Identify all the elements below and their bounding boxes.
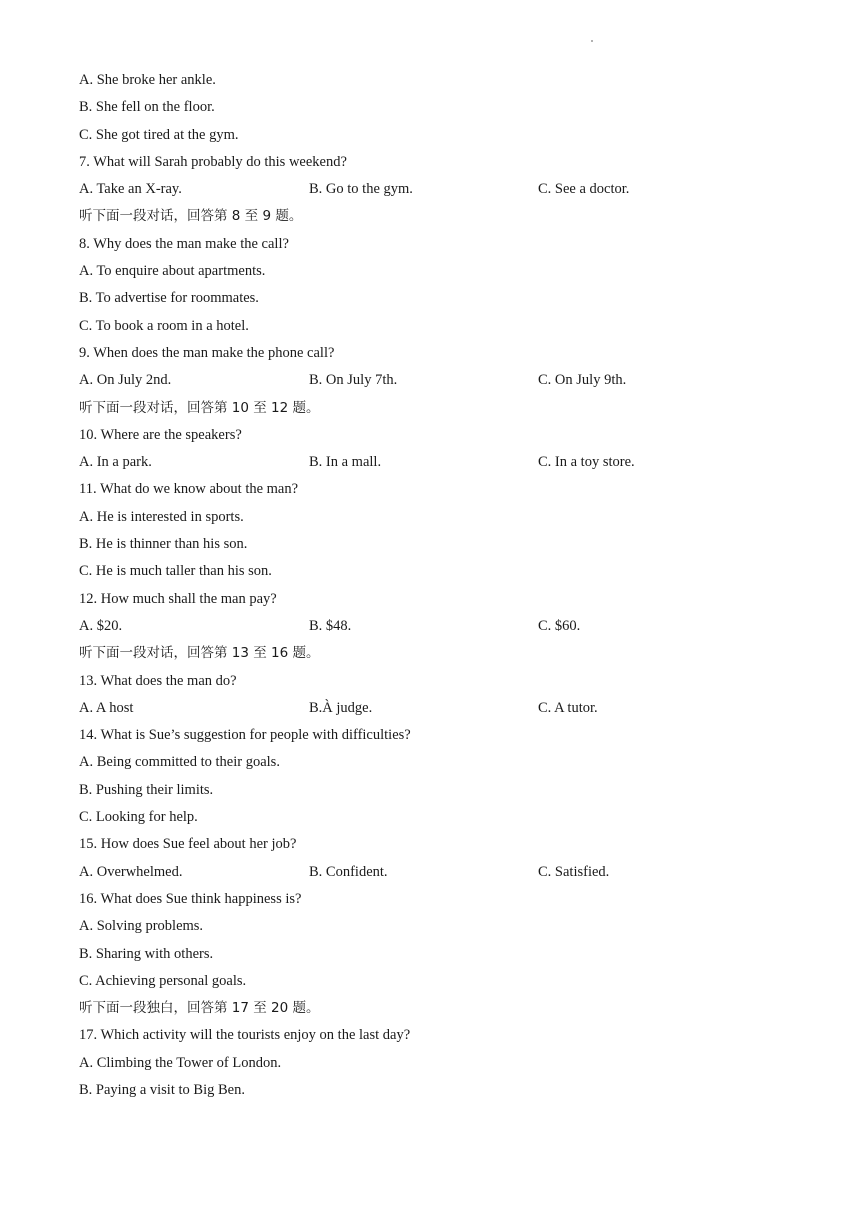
question-text: 11. What do we know about the man? bbox=[79, 481, 299, 498]
section-instruction: 听下面一段对话，回答第 8 至 9 题。 bbox=[79, 208, 303, 225]
answer-option: B. Pushing their limits. bbox=[79, 781, 214, 798]
answer-option: B. Paying a visit to Big Ben. bbox=[79, 1081, 245, 1098]
section-instruction: 听下面一段对话，回答第 13 至 16 题。 bbox=[79, 645, 320, 662]
answer-option: B. Sharing with others. bbox=[79, 945, 214, 962]
option-b: B.À judge. bbox=[309, 699, 373, 716]
answer-option: C. To book a room in a hotel. bbox=[79, 317, 249, 334]
question-text: 12. How much shall the man pay? bbox=[79, 590, 277, 607]
answer-option: B. He is thinner than his son. bbox=[79, 536, 248, 553]
answer-option: C. He is much taller than his son. bbox=[79, 563, 272, 580]
option-a: A. In a park. bbox=[79, 454, 152, 471]
answer-option: B. She fell on the floor. bbox=[79, 99, 215, 116]
option-a: A. $20. bbox=[79, 617, 123, 634]
options-row bbox=[79, 449, 799, 476]
question-text: 17. Which activity will the tourists enjoy on the last day? bbox=[79, 1027, 411, 1044]
question-text: 9. When does the man make the phone call? bbox=[79, 344, 335, 361]
question-text: 13. What does the man do? bbox=[79, 672, 237, 689]
option-c: C. On July 9th. bbox=[538, 372, 627, 389]
stray-mark bbox=[591, 40, 593, 42]
answer-option: C. She got tired at the gym. bbox=[79, 126, 239, 143]
question-text: 16. What does Sue think happiness is? bbox=[79, 890, 302, 907]
option-a: A. On July 2nd. bbox=[79, 372, 172, 389]
options-row bbox=[79, 367, 799, 394]
answer-option: A. Being committed to their goals. bbox=[79, 754, 280, 771]
option-c: C. Satisfied. bbox=[538, 863, 610, 880]
option-a: A. A host bbox=[79, 699, 134, 716]
question-text: 8. Why does the man make the call? bbox=[79, 235, 289, 252]
option-c: C. In a toy store. bbox=[538, 454, 635, 471]
answer-option: A. To enquire about apartments. bbox=[79, 263, 266, 280]
option-b: B. In a mall. bbox=[309, 454, 382, 471]
answer-option: B. To advertise for roommates. bbox=[79, 290, 259, 307]
option-b: B. Go to the gym. bbox=[309, 181, 413, 198]
section-instruction: 听下面一段对话，回答第 10 至 12 题。 bbox=[79, 399, 320, 416]
option-c: C. See a doctor. bbox=[538, 181, 630, 198]
answer-option: A. Climbing the Tower of London. bbox=[79, 1054, 282, 1071]
question-text: 14. What is Sue’s suggestion for people with difficulties? bbox=[79, 727, 411, 744]
answer-option: C. Looking for help. bbox=[79, 809, 198, 826]
option-c: C. A tutor. bbox=[538, 699, 598, 716]
options-row bbox=[79, 613, 799, 640]
answer-option: A. She broke her ankle. bbox=[79, 72, 216, 88]
options-row bbox=[79, 695, 799, 722]
option-c: C. $60. bbox=[538, 617, 581, 634]
answer-option: A. He is interested in sports. bbox=[79, 508, 244, 525]
option-b: B. $48. bbox=[309, 617, 352, 634]
option-a: A. Overwhelmed. bbox=[79, 863, 183, 880]
options-row bbox=[79, 176, 799, 203]
options-row bbox=[79, 859, 799, 886]
question-text: 10. Where are the speakers? bbox=[79, 426, 242, 443]
answer-option: C. Achieving personal goals. bbox=[79, 972, 247, 989]
option-b: B. On July 7th. bbox=[309, 372, 398, 389]
option-b: B. Confident. bbox=[309, 863, 388, 880]
exam-content bbox=[79, 67, 799, 1104]
answer-option: A. Solving problems. bbox=[79, 918, 204, 935]
question-text: 15. How does Sue feel about her job? bbox=[79, 836, 297, 853]
section-instruction: 听下面一段独白，回答第 17 至 20 题。 bbox=[79, 1000, 320, 1017]
question-text: 7. What will Sarah probably do this weekend? bbox=[79, 153, 347, 170]
option-a: A. Take an X-ray. bbox=[79, 181, 182, 198]
